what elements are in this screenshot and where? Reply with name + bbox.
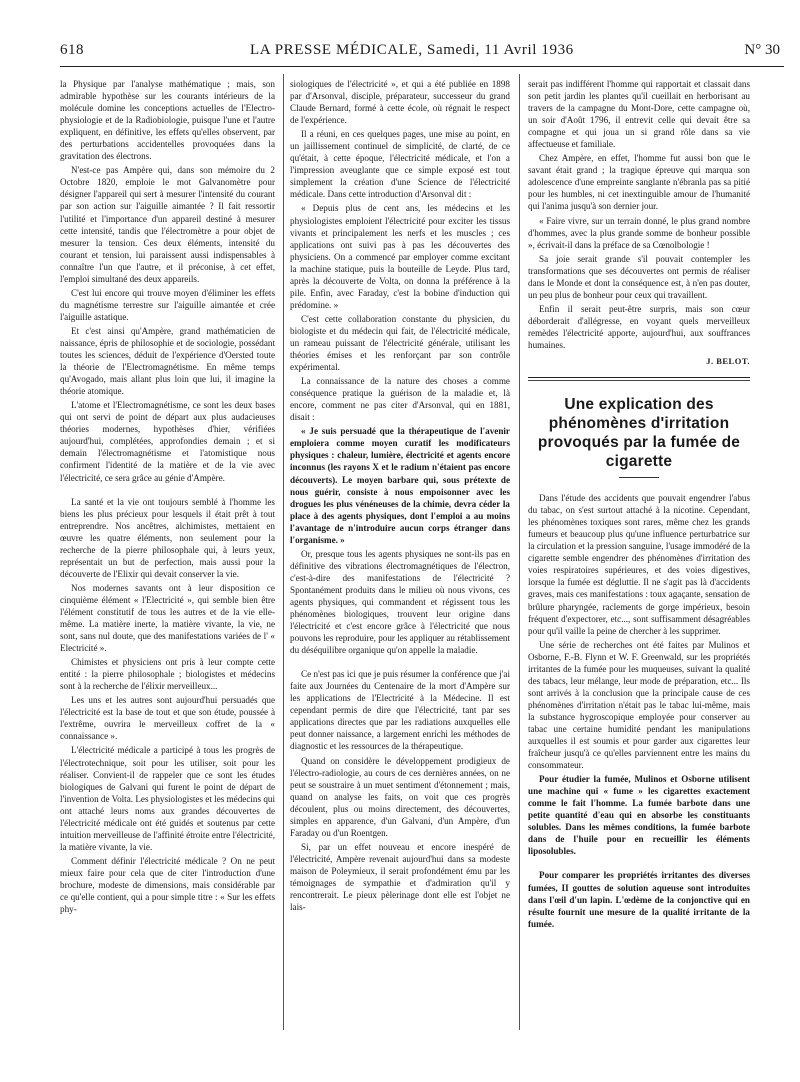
paragraph: Pour étudier la fumée, Mulinos et Osborne utilisent une machine qui « fume » les cigarettes exactement comme le fait l'homme. La fumée barbote dans une petite quantité d'eau qui en absorbe les constituants solubles. Dans les mêmes conditions, la fumée barbote dans de l'huile pour en recueillir les éléments liposolubles. — [528, 774, 750, 857]
title-rule — [619, 477, 659, 478]
column-1 — [60, 78, 275, 1058]
article-separator — [528, 380, 750, 381]
paragraph: Chez Ampère, en effet, l'homme fut aussi bon que le savant était grand ; la tragique épreuve qui marqua son adolescence d'une empreinte sanglante n'ébranla pas sa pitié pour les humbles, ni cet inextinguible amour de l'humanité qui l'anima jusqu'à son dernier jour. — [528, 153, 750, 212]
paragraph: Sa joie serait grande s'il pouvait contempler les transformations que ses découvertes ont permis de réaliser dans le Monde et dont la conséquence est, à n'en pas douter, un peu plus de bonheur pour ceux qui travaillent. — [528, 253, 750, 300]
paragraph: Si, par un effet nouveau et encore inespéré de l'électricité, Ampère revenait aujourd'hui dans sa modeste maison de Poleymieux, il serait profondément ému par les témoignages de sympathie et d'admiration qu'il y rencontrerait. Le pieux pèlerinage dont elle est l'objet ne lais- — [290, 841, 510, 913]
paragraph: Nos modernes savants ont à leur disposition ce cinquième élément « l'Electricité », qui semble bien être l'élément constitutif de tous les autres et de la vie elle-même. La matière inerte, la matière vivante, la vie, ne sont, sans nul doute, que des manifestations variées de l' « Electricité ». — [60, 582, 275, 654]
paragraph: L'atome et l'Electromagnétisme, ce sont les deux bases qui ont servi de point de départ aux plus audacieuses théories modernes, hypothèses d'hier, vérifiées aujourd'hui, complétées, approfondies demain ; et si demain l'électromagnétisme et l'atomistique nous confirment l'identité de la matière et de la vie avec l'électricité, ce sera grâce au génie d'Ampère. — [60, 400, 275, 483]
paragraph: Et c'est ainsi qu'Ampère, grand mathématicien de naissance, épris de philosophie et de sociologie, possédant toutes les sciences, déduit de l'expérience d'Oersted toute la théorie de l'Electromagnétisme. En même temps qu'Avogado, mais allant plus loin que lui, il imagine la théorie atomique. — [60, 325, 275, 397]
quote-paragraph: « Je suis persuadé que la thérapeutique de l'avenir emploiera comme moyen curatif les modificateurs physiques : chaleur, lumière, électricité et agents encore inconnus (les rayons X et le radium n'étaient pas encore découverts). Le moyen barbare qui, sous prétexte de nous guérir, consiste à nous empoisonner avec les drogues les plus vénéneuses de la chimie, devra céder la place à des agents physiques, dont l'emploi a au moins l'avantage de n'introduire aucun corps étranger dans l'organisme. » — [290, 426, 510, 545]
paragraph: serait pas indifférent l'homme qui rapportait et classait dans son petit jardin les plantes qu'il cueillait en herborisant au travers de la campagne du Mont-Dore, cette campagne où, un soir d'Août 1796, il entrevit celle qui devait être sa compagne et qui joua un si grand rôle dans sa vie affectueuse et familiale. — [528, 79, 750, 150]
paragraph: Comment définir l'électricité médicale ? On ne peut mieux faire pour cela que de citer l'introduction d'une brochure, modeste de dimensions, mais considérable par ce qu'elle contient, qui a pour simple titre : « Sur les effets phy- — [60, 855, 275, 915]
paragraph: « Depuis plus de cent ans, les médecins et les physiologistes emploient l'électricité pour exciter les tissus vivants et principalement les nerfs et les muscles ; ces applications ont suivi pas à pas les découvertes des physiciens. On a commencé par employer comme excitant la machine statique, puis la bouteille de Leyde. Plus tard, après la découverte de Volta, on donna la préférence à la pile. Enfin, avec Faraday, c'est la bobine d'induction qui prédomine. » — [290, 203, 510, 310]
column-divider — [519, 74, 520, 1030]
paragraph: « Faire vivre, sur un terrain donné, le plus grand nombre d'hommes, avec la plus grande somme de bonheur possible », écrivait-il dans la préface de sa Cœnolbologie ! — [528, 215, 750, 250]
paragraph: L'électricité médicale a participé à tous les progrès de l'électrotechnique, soit pour les utiliser, soit pour les réaliser. Convient-il de rappeler que ce sont les études biologiques de Galvani qui furent le point de départ de l'invention de Volta. Les physiologistes et les médecins qui ont attaché leurs noms aux grandes découvertes de l'électricité médicale ont été guidés et soutenus par cette intuition merveilleuse de l'affinité étroite entre l'électricité, la matière vivante, la vie. — [60, 745, 275, 852]
paragraph: La connaissance de la nature des choses a comme conséquence pratique la guérison de la maladie et, là encore, comment ne pas citer d'Arsonval, qui en 1881, disait : — [290, 376, 510, 423]
page-header — [60, 42, 780, 62]
paragraph: Quand on considère le développement prodigieux de l'électro-radiologie, au cours de ces dernières années, on ne peut se soustraire à un muet sentiment d'étonnement ; mais, quand on analyse les faits, on voit que ces progrès découlent, plus ou moins directement, des découvertes, simples en apparence, d'un Galvani, d'un Ampère, d'un Faraday ou d'un Roentgen. — [290, 755, 510, 838]
paragraph: Or, presque tous les agents physiques ne sont-ils pas en définitive des vibrations électromagnétiques de l'électron, c'est-à-dire des manifestations de l'électricité ? Spontanément produits dans le milieu où nous vivons, ces agents physiques, qui commandent et régissent tous les phénomènes biologiques, trouvent leur origine dans l'électricité et c'est encore grâce à l'électricité que nous pouvons les reproduire, pour les appliquer au rétablissement du déséquilibre organique qu'on appelle la maladie. — [290, 548, 510, 656]
article-separator — [528, 377, 750, 378]
paragraph: Il a réuni, en ces quelques pages, une mise au point, en un jaillissement continuel de simplicité, de clarté, de ce qu'était, à cette époque, l'électricité médicale, et l'on a l'impression aveuglante que ce simple exposé est tout simplement la création d'une Science de l'électricité médicale. Dans cette introduction d'Arsonval dit : — [290, 129, 510, 200]
paragraph: C'est lui encore qui trouve moyen d'éliminer les effets du magnétisme terrestre sur l'aiguille aimantée et crée l'aiguille astatique. — [60, 287, 275, 322]
paragraph: Une série de recherches ont été faites par Mulinos et Osborne, F.-B. Flynn et W. F. Greenwald, sur les propriétés irritantes de la fumée pour les muqueuses, suivant la qualité des tabacs, leur mélange, leur mode de préparation, etc... Ils sont arrivés à la conclusion que la principale cause de ces phénomènes d'irritation n'était pas le tabac lui-même, mais la substance hygroscopique employée pour conserver au tabac une certaine humidité pendant les manipulations auxquelles il est soumis et pour garder aux cigarettes leur fraîcheur jusqu'à ce qu'elles parviennent entre les mains du consommateur. — [528, 639, 750, 771]
column-2 — [290, 78, 510, 1058]
author-signature: J. BELOT. — [706, 356, 750, 367]
column-3 — [528, 78, 750, 1058]
paragraph: Dans l'étude des accidents que pouvait engendrer l'abus du tabac, on s'est surtout attaché à la nicotine. Cependant, les phénomènes toxiques sont rares, même chez les grands fumeurs et beaucoup plus qu'une influence perturbatrice sur la circulation et la pression sanguine, l'usage immodéré de la cigarette semble engendrer des phénomènes d'irritation des voies respiratoires supérieures, et des voies digestives, lorsque la fumée est dégluttie. Il ne s'agit pas là d'accidents graves, mais ces manifestations : toux agaçante, sensation de brûlure pharyngée, raclements de gorge impérieux, besoin fréquent d'expectorer, etc..., sont suffisamment désagréables pour qu'il vaille la peine de chercher à les supprimer. — [528, 493, 750, 636]
paragraph: Pour comparer les propriétés irritantes des diverses fumées, II gouttes de solution aqueuse sont introduites dans l'œil d'un lapin. L'œdème de la conjonctive qui en résulte fournit une mesure de la qualité irritante de la fumée. — [528, 870, 750, 929]
paragraph: la Physique par l'analyse mathématique ; mais, son admirable hypothèse sur les courants intérieurs de la molécule domine les conceptions actuelles de l'Electro-physiologie et de la Radiobiologie, puisque l'une et l'autre expliquent, en définitive, les effets qu'elles observent, par des perturbations accidentelles provoquées dans la gravitation des électrons. — [60, 79, 275, 162]
paragraph: Ce n'est pas ici que je puis résumer la conférence que j'ai faite aux Journées du Centenaire de la mort d'Ampère sur les applications de l'Electricité à la Médecine. Il est cependant permis de dire que l'électricité, tant par ses applications directes que par les radiations auxquelles elle peut donner naissance, a largement enrichi les méthodes de diagnostic et les ressources de la thérapeutique. — [290, 669, 510, 752]
paragraph: Les uns et les autres sont aujourd'hui persuadés que l'électricité est la base de tout et que son étude, poussée à l'extrême, ouvrira le merveilleux coffret de la « connaissance ». — [60, 695, 275, 742]
journal-title: LA PRESSE MÉDICALE, Samedi, 11 Avril 1936 — [250, 42, 574, 58]
paragraph: Enfin il serait peut-être surpris, mais son cœur déborderait d'allégresse, en voyant quels merveilleux remèdes l'électricité apporte, aujourd'hui, aux souffrances humaines. — [528, 303, 750, 350]
paragraph: C'est cette collaboration constante du physicien, du biologiste et du médecin qui fait, de l'électricité médicale, un rameau puissant de l'électricité générale, utilisant les théories émises et les renforçant par son contrôle expérimental. — [290, 313, 510, 373]
paragraph: siologiques de l'électricité », et qui a été publiée en 1898 par d'Arsonval, disciple, préparateur, successeur du grand Claude Bernard, formé à cette école, où régnait le respect de l'expérience. — [290, 79, 510, 126]
header-rule — [60, 66, 784, 67]
paragraph: Chimistes et physiciens ont pris à leur compte cette entité : la pierre philosophale ; biologistes et médecins sont à la recherche de l'élixir merveilleux... — [60, 657, 275, 692]
page-number: 618 — [60, 42, 84, 58]
paragraph: La santé et la vie ont toujours semblé à l'homme les biens les plus précieux pour lesquels il était prêt à tout entreprendre. Nos ancêtres, alchimistes, mettaient en œuvre les quatre éléments, non seulement pour la recherche de la pierre philosophale qui, à leurs yeux, représentait un but de perfection, mais aussi pour la découverte de l'Elixir qui devait conserver la vie. — [60, 496, 275, 579]
paragraph: N'est-ce pas Ampère qui, dans son mémoire du 2 Octobre 1820, emploie le mot Galvanomètre pour désigner l'appareil qui sert à mesurer l'intensité du courant par son action sur l'aiguille aimantée ? Il fait ressortir l'utilité et l'importance d'un appareil destiné à mesurer cette intensité, tandis que l'électromètre a pour objet de mesurer la tension. Ces deux éléments, intensité du courant et tension, lui paraissent aussi indispensables à connaître l'un que l'autre, et il préconise, à cet effet, l'emploi simultané des deux appareils. — [60, 165, 275, 284]
issue-number: N° 30 — [744, 42, 780, 58]
article-title: Une explication des phénomènes d'irritation provoqués par la fumée de cigarette — [537, 396, 741, 471]
column-divider — [283, 74, 284, 1030]
